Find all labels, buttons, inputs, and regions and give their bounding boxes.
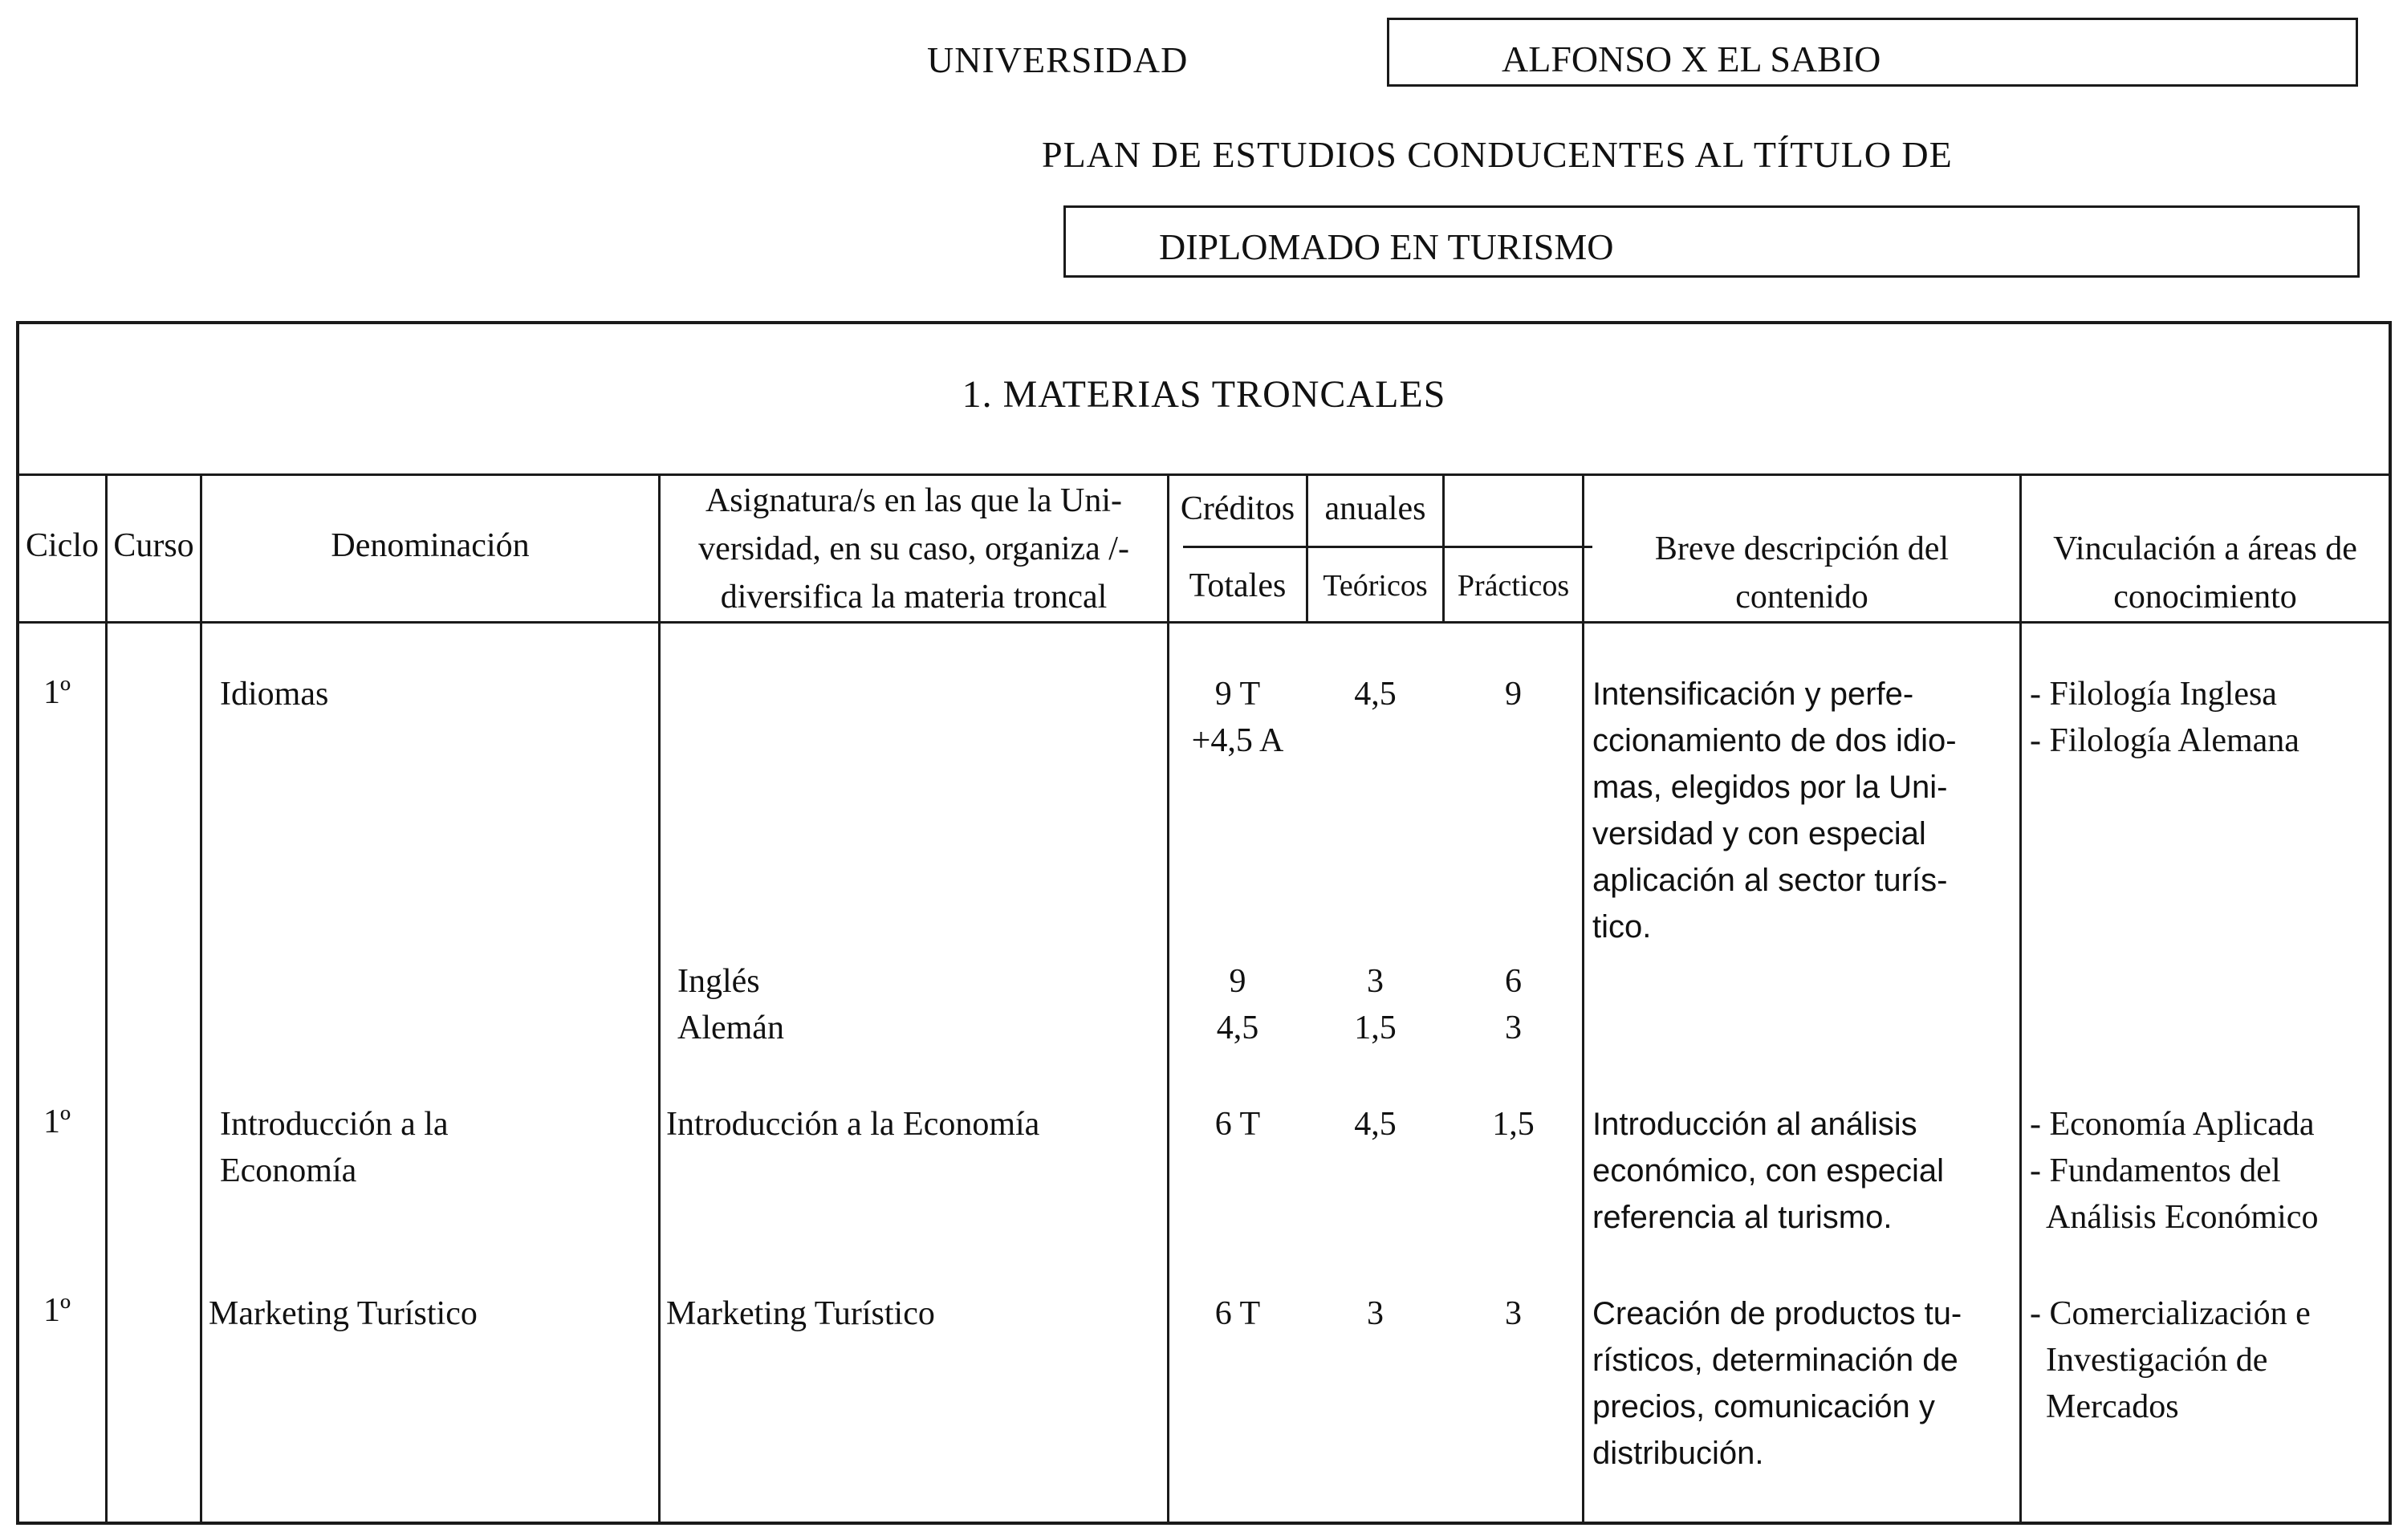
vinculacion-line: Mercados — [2046, 1388, 2179, 1425]
descripcion-line: Introducción al análisis — [1592, 1107, 1917, 1142]
section-divider — [19, 473, 2389, 476]
header-descripcion-line: Breve descripción del — [1654, 530, 1950, 567]
row-descripcion — [1592, 1290, 1962, 1477]
university-name-box — [1387, 18, 2358, 87]
totales-line: 9 T — [1214, 676, 1261, 713]
row-practicos: 9 — [1505, 676, 1522, 713]
degree-title: DIPLOMADO EN TURISMO — [1159, 226, 1614, 267]
col-divider-descripcion — [2019, 473, 2022, 1525]
descripcion-line: tico. — [1592, 909, 1652, 945]
totales-line: 9 — [1229, 963, 1246, 1000]
header-curso: Curso — [113, 527, 194, 564]
header-vinculacion-line: conocimiento — [2113, 579, 2297, 616]
row-asignatura: Alemán — [677, 1010, 784, 1046]
university-name: ALFONSO X EL SABIO — [1502, 39, 1881, 79]
header-asignatura-line: diversifica la materia troncal — [720, 579, 1108, 616]
header-asignatura-line: versidad, en su caso, organiza /- — [698, 530, 1129, 567]
row-teoricos: 1,5 — [1354, 1010, 1397, 1046]
header-asignatura-line: Asignatura/s en las que la Uni- — [705, 482, 1123, 519]
vinculacion-line: - Comercialización e — [2030, 1295, 2311, 1332]
header-bottom-divider — [19, 621, 2389, 624]
totales-line: 4,5 — [1216, 1010, 1259, 1046]
row-ciclo: 1º — [43, 1292, 71, 1329]
denominacion-line: Idiomas — [220, 676, 329, 713]
header-vinculacion — [2022, 525, 2389, 621]
vinculacion-line: Análisis Económico — [2046, 1199, 2319, 1236]
header-creditos: Créditos — [1180, 490, 1295, 527]
row-totales — [1169, 671, 1306, 764]
degree-title-box — [1063, 205, 2360, 278]
descripcion-line: precios, comunicación y — [1592, 1389, 1935, 1424]
descripcion-line: rísticos, determinación de — [1592, 1343, 1958, 1378]
subjects-table — [16, 321, 2392, 1525]
header-teoricos: Teóricos — [1323, 569, 1428, 603]
row-vinculacion — [2030, 1101, 2318, 1241]
header-anuales: anuales — [1324, 490, 1426, 527]
col-divider-ciclo — [105, 473, 108, 1525]
row-practicos: 3 — [1505, 1295, 1522, 1332]
descripcion-line: aplicación al sector turís- — [1592, 863, 1948, 898]
totales-line: 6 T — [1214, 1106, 1261, 1143]
header-totales: Totales — [1189, 567, 1287, 604]
vinculacion-line: Investigación de — [2046, 1342, 2268, 1379]
descripcion-line: referencia al turismo. — [1592, 1200, 1893, 1235]
descripcion-line: versidad y con especial — [1592, 816, 1926, 851]
row-vinculacion — [2030, 1290, 2311, 1430]
header-vinculacion-line: Vinculación a áreas de — [2053, 530, 2357, 567]
plan-title-line: PLAN DE ESTUDIOS CONDUCENTES AL TÍTULO DE — [1042, 134, 1953, 175]
header-practicos: Prácticos — [1457, 569, 1570, 603]
vinculacion-line: - Filología Alemana — [2030, 722, 2299, 759]
row-practicos: 6 — [1505, 963, 1522, 1000]
totales-line: 6 T — [1214, 1295, 1261, 1332]
descripcion-line: Intensificación y perfe- — [1592, 677, 1914, 712]
university-label: UNIVERSIDAD — [927, 39, 1189, 80]
section-title: 1. MATERIAS TRONCALES — [962, 373, 1446, 416]
descripcion-line: económico, con especial — [1592, 1153, 1945, 1189]
row-denominacion — [220, 671, 328, 717]
descripcion-line: distribución. — [1592, 1436, 1764, 1471]
descripcion-line: ccionamiento de dos idio- — [1592, 723, 1957, 758]
header-ciclo: Ciclo — [26, 527, 99, 564]
row-asignatura: Inglés — [677, 963, 760, 1000]
header-descripcion-line: contenido — [1735, 579, 1868, 616]
row-totales — [1169, 1101, 1306, 1148]
denominacion-line: Introducción a la — [220, 1106, 449, 1143]
row-teoricos: 4,5 — [1354, 676, 1397, 713]
row-denominacion — [220, 1101, 449, 1194]
denominacion-line: Economía — [220, 1152, 357, 1189]
row-teoricos: 3 — [1367, 963, 1384, 1000]
row-ciclo: 1º — [43, 674, 71, 711]
row-descripcion — [1592, 1101, 1944, 1241]
row-teoricos: 4,5 — [1354, 1106, 1397, 1143]
header-asignatura — [661, 477, 1167, 621]
col-divider-practicos — [1582, 473, 1584, 1525]
row-asignatura: Marketing Turístico — [666, 1295, 935, 1332]
row-descripcion — [1592, 671, 1957, 950]
row-totales — [1169, 1005, 1306, 1051]
header-descripcion — [1584, 525, 2019, 621]
row-totales — [1169, 1290, 1306, 1337]
row-totales — [1169, 958, 1306, 1005]
vinculacion-line: - Economía Aplicada — [2030, 1106, 2315, 1143]
vinculacion-line: - Fundamentos del — [2030, 1152, 2281, 1189]
row-asignatura: Introducción a la Economía — [666, 1106, 1040, 1143]
header-denominacion: Denominación — [331, 527, 530, 564]
descripcion-line: Creación de productos tu- — [1592, 1296, 1962, 1331]
totales-line: +4,5 A — [1191, 722, 1284, 759]
descripcion-line: mas, elegidos por la Uni- — [1592, 770, 1948, 805]
col-divider-curso — [200, 473, 202, 1525]
row-practicos: 3 — [1505, 1010, 1522, 1046]
vinculacion-line: - Filología Inglesa — [2030, 676, 2277, 713]
denominacion-line: Marketing Turístico — [209, 1295, 478, 1332]
col-divider-denominacion — [658, 473, 661, 1525]
credits-subheader-divider — [1183, 546, 1592, 548]
row-teoricos: 3 — [1367, 1295, 1384, 1332]
row-vinculacion — [2030, 671, 2299, 764]
row-practicos: 1,5 — [1492, 1106, 1535, 1143]
row-denominacion — [209, 1290, 478, 1337]
row-ciclo: 1º — [43, 1103, 71, 1140]
